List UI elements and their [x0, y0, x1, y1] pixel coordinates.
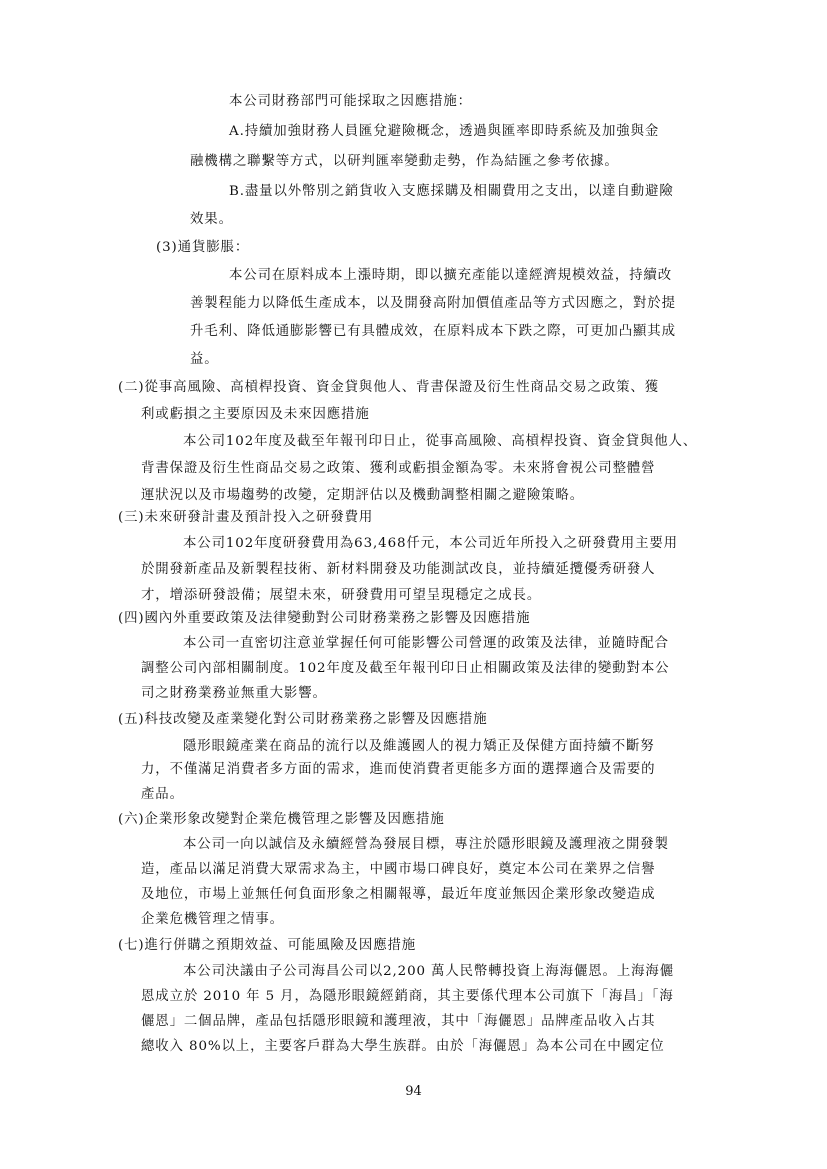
page-number: 94	[405, 1084, 422, 1099]
text-line: 造，產品以滿足消費大眾需求為主，中國市場口碑良好，奠定本公司在業界之信譽	[141, 862, 656, 877]
text-line: 本公司一向以誠信及永續經營為發展目標，專注於隱形眼鏡及護理液之開發製	[183, 837, 669, 852]
text-line: 企業危機管理之情事。	[141, 912, 284, 927]
text-line: 隱形眼鏡產業在商品的流行以及維護國人的視力矯正及保健方面持續不斷努	[183, 739, 655, 754]
text-line: 恩成立於 2010 年 5 月，為隱形眼鏡經銷商，其主要係代理本公司旗下「海昌」「海	[141, 989, 674, 1004]
text-line: 產品。	[141, 787, 184, 802]
text-line: 調整公司內部相關制度。102年度及截至年報刊印日止相關政策及法律的變動對本公	[141, 661, 670, 676]
text-line: 本公司在原料成本上漲時期，即以擴充產能以達經濟規模效益，持續改	[229, 268, 673, 283]
section-heading: (七)進行併購之預期效益、可能風險及因應措施	[118, 938, 417, 953]
text-line: 力，不僅滿足消費者多方面的需求，進而使消費者更能多方面的選擇適合及需要的	[141, 762, 656, 777]
text-line: 司之財務業務並無重大影響。	[141, 686, 327, 701]
text-line: 升毛利、降低通膨影響已有具體成效，在原料成本下跌之際，可更加凸顯其成	[190, 324, 676, 339]
text-line: B.盡量以外幣別之銷貨收入支應採購及相關費用之支出，以達自動避險	[229, 184, 674, 199]
text-line: 於開發新產品及新製程技術、新材料開發及功能測試改良，並持續延攬優秀研發人	[141, 562, 656, 577]
text-line: 本公司財務部門可能採取之因應措施：	[229, 94, 472, 109]
text-line: 本公司102年度研發費用為63,468仟元，本公司近年所投入之研發費用主要用	[183, 536, 678, 551]
section-heading: (3)通貨膨脹：	[156, 240, 250, 255]
section-heading: (二)從事高風險、高槓桿投資、資金貸與他人、背書保證及衍生性商品交易之政策、獲	[118, 380, 659, 395]
text-line: A.持續加強財務人員匯兌避險概念，透過與匯率即時系統及加強與金	[229, 124, 660, 139]
section-heading: (六)企業形象改變對企業危機管理之影響及因應措施	[118, 812, 445, 827]
section-heading: (三)未來研發計畫及預計投入之研發費用	[118, 510, 374, 525]
text-line: 本公司決議由子公司海昌公司以2,200 萬人民幣轉投資上海海儷恩。上海海儷	[183, 964, 674, 979]
section-heading: (五)科技改變及產業變化對公司財務業務之影響及因應措施	[118, 712, 488, 727]
text-line: 融機構之聯繫等方式，以研判匯率變動走勢，作為結匯之參考依據。	[190, 154, 619, 169]
text-line: 總收入 80%以上，主要客戶群為大學生族群。由於「海儷恩」為本公司在中國定位	[141, 1039, 665, 1054]
text-line: 善製程能力以降低生產成本，以及開發高附加價值產品等方式因應之，對於提	[190, 296, 676, 311]
section-heading: 利或虧損之主要原因及未來因應措施	[141, 407, 370, 422]
text-line: 才，增添研發設備；展望未來，研發費用可望呈現穩定之成長。	[141, 588, 542, 603]
text-line: 益。	[190, 352, 219, 367]
text-line: 儷恩」二個品牌，產品包括隱形眼鏡和護理液，其中「海儷恩」品牌產品收入占其	[141, 1014, 656, 1029]
text-line: 背書保證及衍生性商品交易之政策、獲利或虧損金額為零。未來將會視公司整體營	[141, 461, 656, 476]
text-line: 運狀況以及市場趨勢的改變，定期評估以及機動調整相關之避險策略。	[141, 488, 585, 503]
text-line: 效果。	[190, 212, 233, 227]
text-line: 本公司一直密切注意並掌握任何可能影響公司營運的政策及法律，並隨時配合	[183, 636, 669, 651]
text-line: 本公司102年度及截至年報刊印日止，從事高風險、高槓桿投資、資金貸與他人、	[183, 434, 698, 449]
section-heading: (四)國內外重要政策及法律變動對公司財務業務之影響及因應措施	[118, 611, 531, 626]
text-line: 及地位，市場上並無任何負面形象之相關報導，最近年度並無因企業形象改變造成	[141, 887, 656, 902]
